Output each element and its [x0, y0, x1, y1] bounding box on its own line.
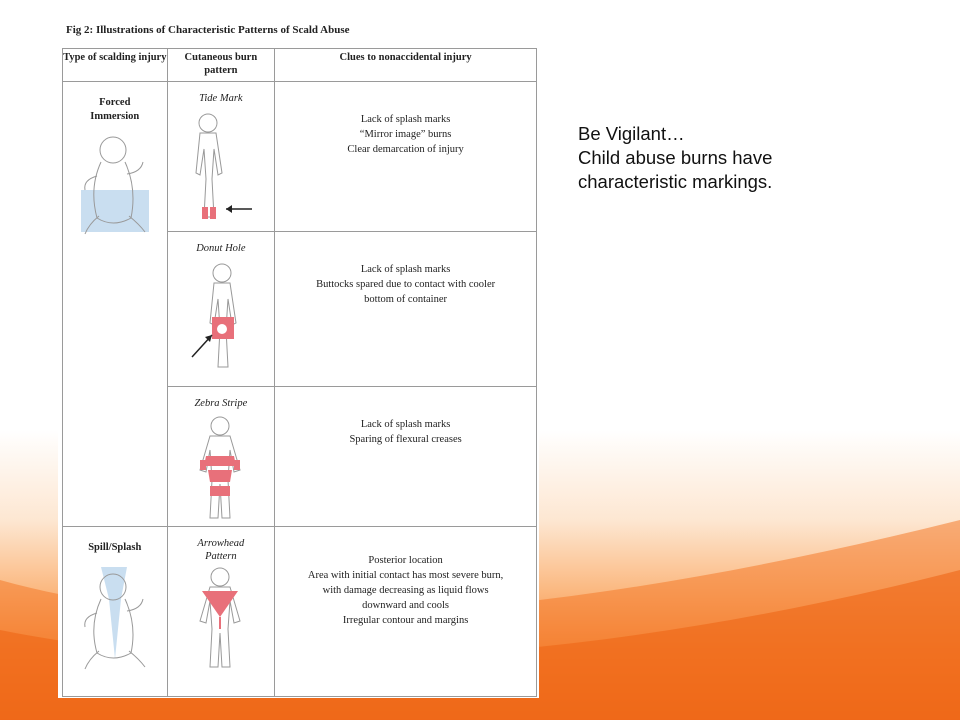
scald-abuse-figure [58, 20, 539, 698]
figure-title: Fig 2: Illustrations of Characteristic Patterns of Scald Abuse [66, 24, 350, 36]
infant-immersion-icon [75, 128, 155, 238]
pattern-cell-zebra-stripe [167, 387, 275, 527]
caption-line: Be Vigilant… [578, 123, 685, 144]
child-figure-donut-hole-icon [178, 259, 264, 377]
clue-text: Lack of splash marks [360, 419, 451, 430]
pattern-cell-donut-hole [167, 232, 275, 387]
header-pattern: Cutaneous burn pattern [167, 49, 275, 82]
clue-text: Sparing of flexural creases [349, 434, 462, 445]
pattern-label-donut-hole: Donut Hole [196, 243, 246, 254]
slide-caption [578, 122, 772, 194]
child-figure-tide-mark-icon [178, 109, 264, 229]
clues-cell-zebra-stripe [275, 387, 537, 527]
clues-cell-tide-mark [275, 82, 537, 232]
clue-text: Lack of splash marks [360, 264, 451, 275]
clue-text: “Mirror image” burns [359, 129, 452, 140]
clues-cell-arrowhead [275, 527, 537, 697]
caption-line: Child abuse burns have [578, 147, 773, 168]
header-type: Type of scalding injury [63, 49, 168, 82]
clue-text: Posterior location [368, 555, 443, 566]
header-clues: Clues to nonaccidental injury [275, 49, 537, 82]
infant-spill-icon [75, 559, 155, 675]
clue-text: Area with initial contact has most severe burn, [307, 570, 504, 581]
type-label-spill-splash: Spill/Splash [88, 542, 142, 553]
pattern-cell-tide-mark [167, 82, 275, 232]
clues-cell-donut-hole [275, 232, 537, 387]
child-figure-arrowhead-icon [178, 567, 264, 675]
clue-text: Irregular contour and margins [342, 615, 469, 626]
caption-line: characteristic markings. [578, 171, 773, 192]
scald-patterns-table [62, 48, 537, 697]
type-cell-spill-splash [63, 527, 168, 697]
child-figure-zebra-stripe-icon [178, 414, 264, 526]
type-cell-forced-immersion [63, 82, 168, 527]
pattern-label-zebra-stripe: Zebra Stripe [194, 398, 248, 409]
clue-text: Lack of splash marks [360, 114, 451, 125]
clue-text: Buttocks spared due to contact with cooler [316, 279, 496, 290]
clue-text: bottom of container [364, 294, 447, 305]
clue-text: Clear demarcation of injury [347, 144, 464, 155]
pattern-cell-arrowhead [167, 527, 275, 697]
pattern-label-tide-mark: Tide Mark [199, 93, 243, 104]
clue-text: with damage decreasing as liquid flows [322, 585, 489, 596]
clue-text: downward and cools [362, 600, 450, 611]
pattern-label-arrowhead: Arrowhead Pattern [197, 538, 245, 562]
type-label-forced-immersion: Forced Immersion [90, 97, 140, 122]
